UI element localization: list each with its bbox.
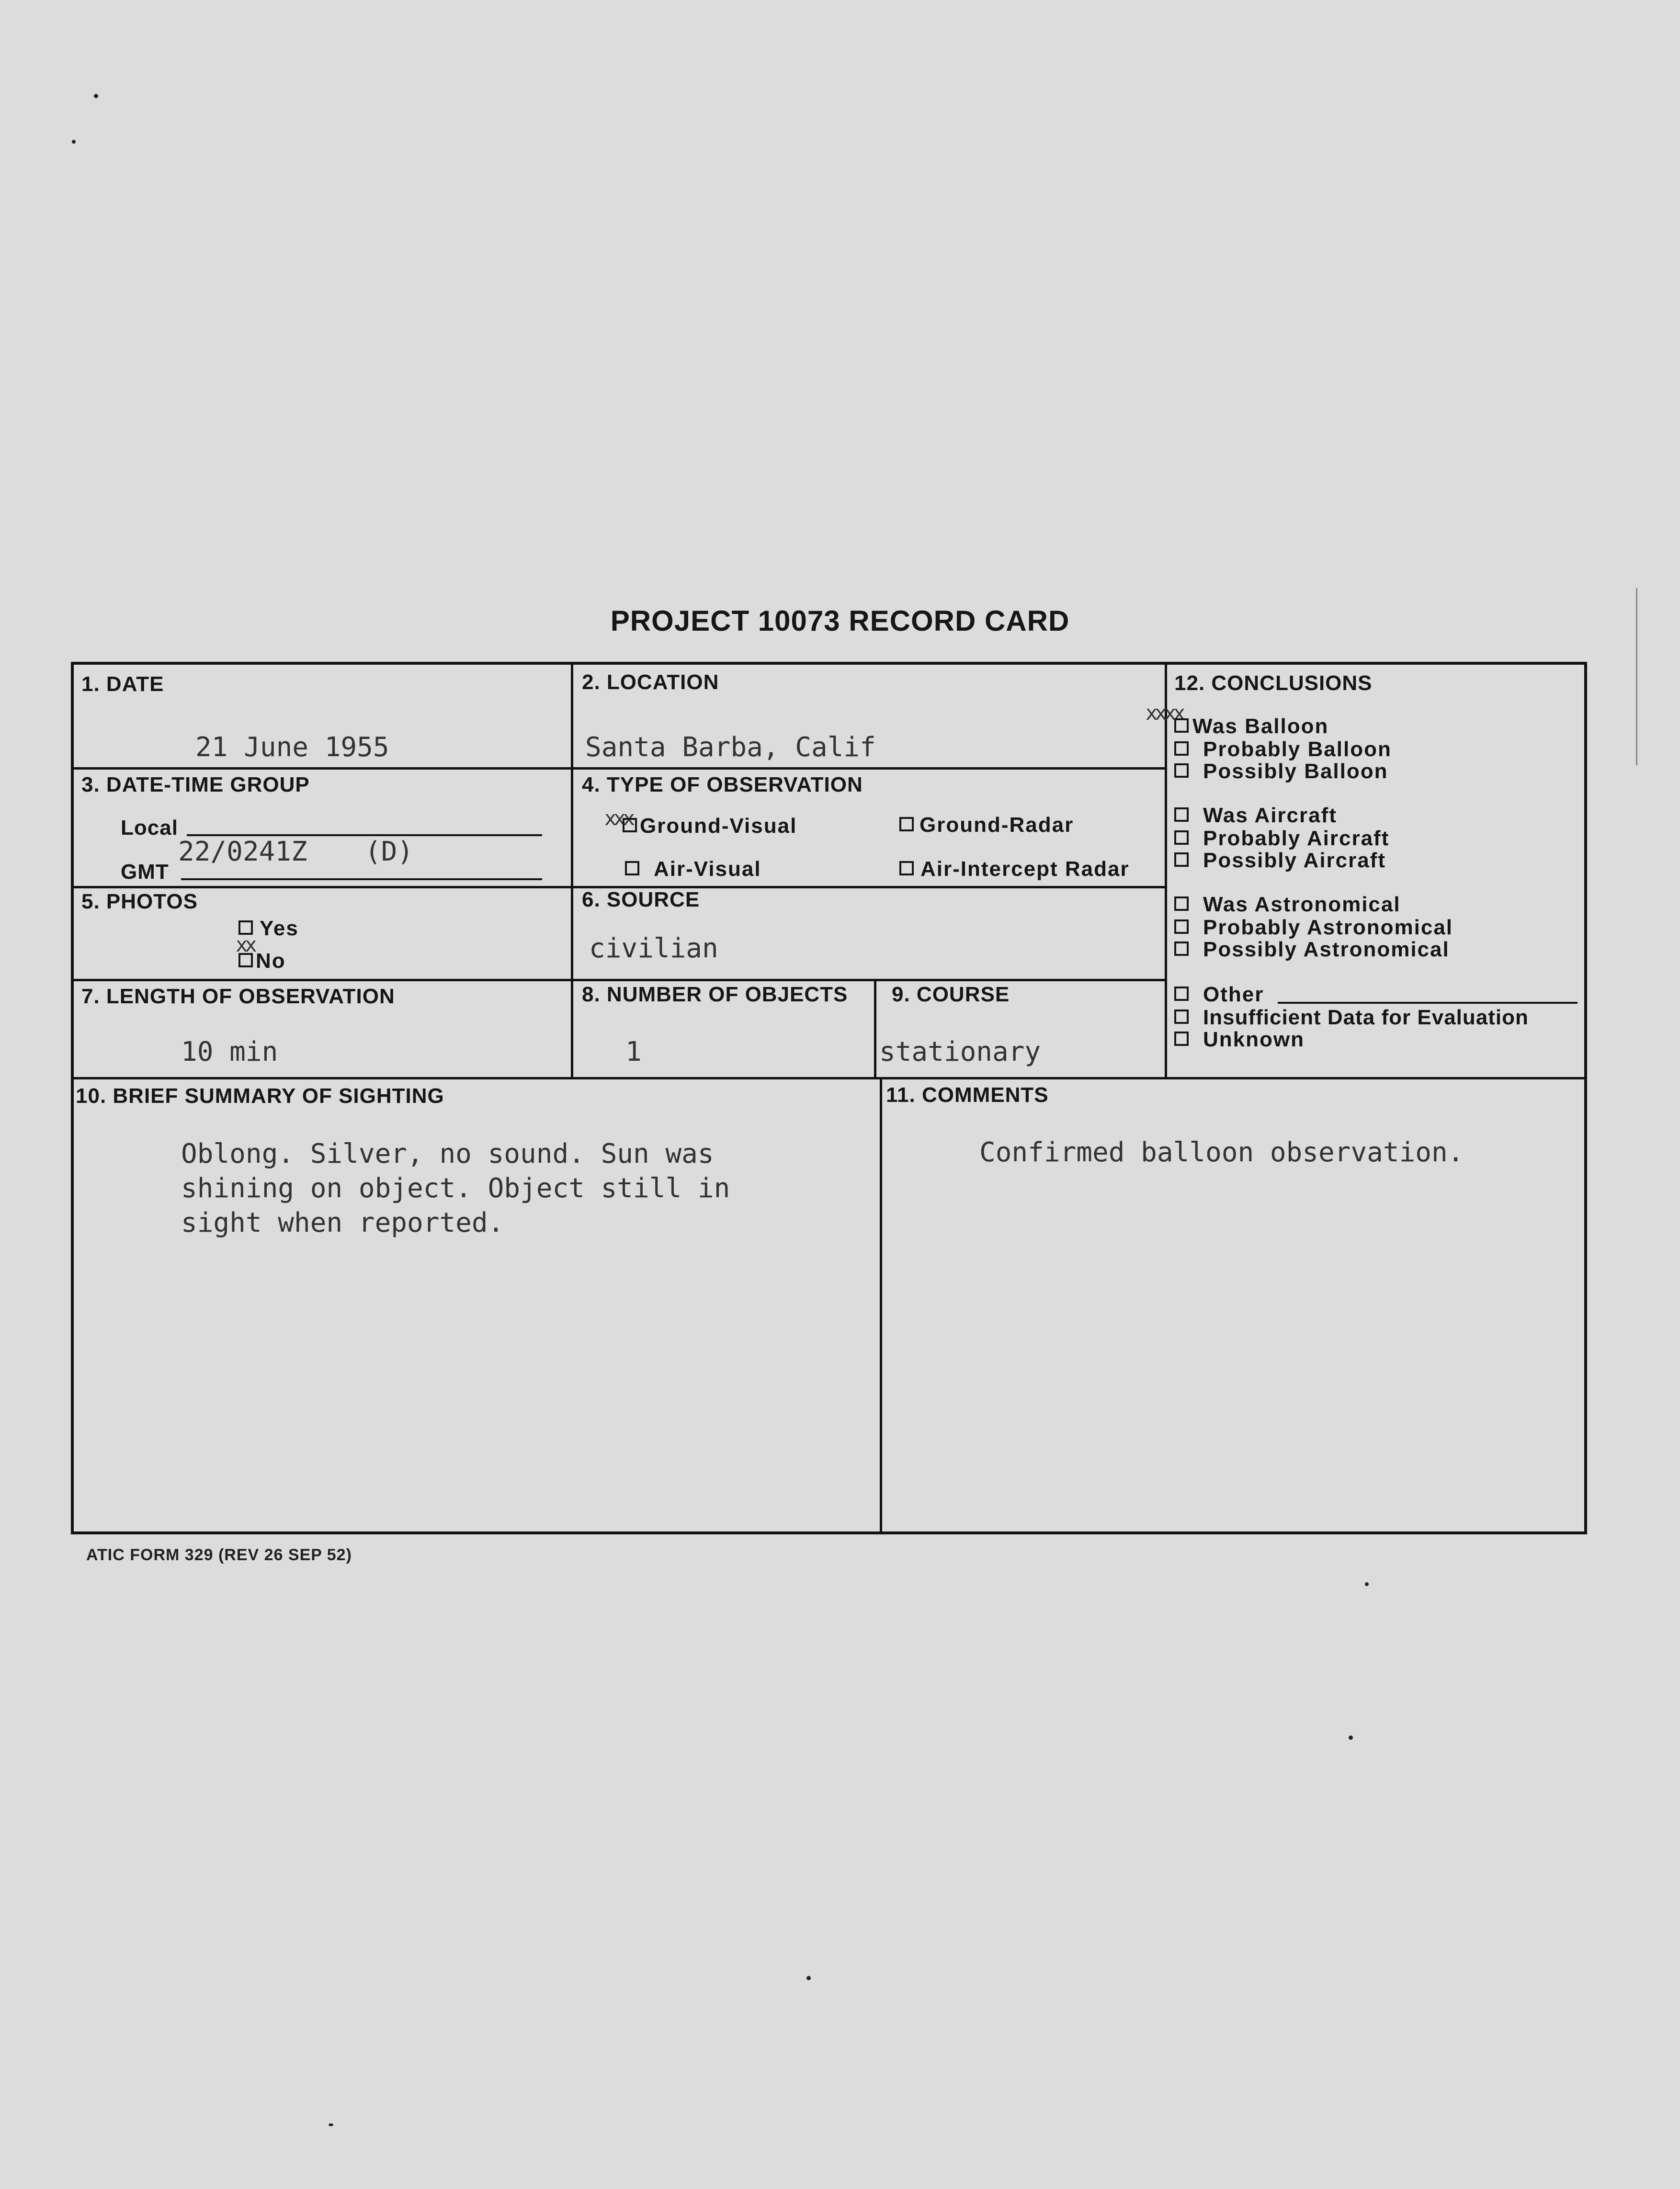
conclusion-was-astronomical-label: Was Astronomical bbox=[1203, 893, 1401, 916]
num-objects-label: 8. NUMBER OF OBJECTS bbox=[582, 983, 848, 1006]
conclusion-probably-aircraft[interactable] bbox=[1174, 827, 1389, 851]
conclusion-probably-balloon[interactable] bbox=[1174, 737, 1392, 761]
checkbox-icon bbox=[1174, 1032, 1189, 1046]
option-ground-visual[interactable] bbox=[623, 814, 797, 838]
option-ground-visual-label: Ground-Visual bbox=[640, 814, 797, 838]
checkbox-icon bbox=[1174, 896, 1189, 911]
checkbox-icon bbox=[899, 861, 914, 875]
course-label: 9. COURSE bbox=[892, 983, 1010, 1006]
checkbox-icon bbox=[1174, 852, 1189, 867]
checkbox-icon bbox=[1174, 941, 1189, 956]
checkbox-icon bbox=[625, 861, 639, 875]
date-label: 1. DATE bbox=[81, 672, 164, 696]
summary-label: 10. BRIEF SUMMARY OF SIGHTING bbox=[76, 1084, 444, 1108]
option-photos-no-label: No bbox=[256, 949, 286, 973]
option-ground-radar-label: Ground-Radar bbox=[919, 813, 1074, 837]
date-value: 21 June 1955 bbox=[195, 732, 389, 763]
checkbox-icon bbox=[1174, 919, 1189, 934]
conclusion-unknown-label: Unknown bbox=[1203, 1028, 1305, 1051]
divider-h4 bbox=[71, 1077, 1587, 1079]
conclusion-possibly-balloon-label: Possibly Balloon bbox=[1203, 760, 1388, 783]
date-time-note: (D) bbox=[365, 836, 414, 867]
conclusion-possibly-aircraft-label: Possibly Aircraft bbox=[1203, 849, 1386, 872]
checkbox-icon bbox=[1174, 807, 1189, 822]
option-air-visual[interactable] bbox=[625, 857, 761, 881]
was-balloon-mark: xxxx bbox=[1146, 701, 1183, 725]
conclusions-label: 12. CONCLUSIONS bbox=[1174, 671, 1373, 695]
conclusion-was-aircraft[interactable] bbox=[1174, 804, 1337, 828]
ground-visual-mark: xxx bbox=[604, 806, 632, 830]
option-photos-yes-label: Yes bbox=[260, 917, 299, 940]
photos-no-mark: xx bbox=[236, 933, 254, 956]
gmt-label: GMT bbox=[121, 860, 169, 884]
conclusion-insufficient-data[interactable] bbox=[1174, 1006, 1529, 1030]
local-label: Local bbox=[121, 816, 178, 839]
option-photos-no[interactable] bbox=[238, 949, 286, 973]
conclusion-possibly-aircraft[interactable] bbox=[1174, 849, 1386, 873]
scan-edge-mark bbox=[1636, 588, 1637, 765]
checkbox-icon bbox=[1174, 763, 1189, 778]
conclusion-unknown[interactable] bbox=[1174, 1028, 1305, 1052]
divider-v-summary bbox=[880, 1077, 882, 1532]
conclusion-was-astronomical[interactable] bbox=[1174, 893, 1401, 917]
conclusion-possibly-astronomical[interactable] bbox=[1174, 938, 1450, 962]
divider-v-course bbox=[874, 979, 876, 1077]
option-ground-radar[interactable] bbox=[899, 813, 1074, 837]
conclusion-insufficient-data-label: Insufficient Data for Evaluation bbox=[1203, 1006, 1529, 1029]
option-air-intercept-radar-label: Air-Intercept Radar bbox=[920, 857, 1130, 881]
conclusion-probably-astronomical[interactable] bbox=[1174, 916, 1453, 940]
conclusion-other-label: Other bbox=[1203, 983, 1264, 1006]
photos-label: 5. PHOTOS bbox=[81, 890, 198, 913]
num-objects-value: 1 bbox=[625, 1036, 642, 1067]
conclusion-was-aircraft-label: Was Aircraft bbox=[1203, 804, 1337, 827]
scan-speck bbox=[329, 2123, 333, 2126]
comments-label: 11. COMMENTS bbox=[886, 1083, 1049, 1107]
card-title: PROJECT 10073 RECORD CARD bbox=[610, 605, 1070, 637]
option-air-intercept-radar[interactable] bbox=[899, 857, 1130, 881]
location-value: Santa Barba, Calif bbox=[585, 732, 876, 763]
checkbox-icon bbox=[899, 817, 914, 831]
source-value: civilian bbox=[589, 933, 718, 964]
scan-speck bbox=[1365, 1582, 1369, 1586]
comments-text: Confirmed balloon observation. bbox=[979, 1137, 1464, 1168]
checkbox-icon bbox=[1174, 1009, 1189, 1024]
scan-speck bbox=[806, 1976, 811, 1980]
divider-h1 bbox=[71, 767, 1165, 770]
location-label: 2. LOCATION bbox=[582, 670, 719, 694]
checkbox-icon bbox=[238, 953, 253, 967]
scan-speck bbox=[1349, 1735, 1353, 1740]
form-number: ATIC FORM 329 (REV 26 SEP 52) bbox=[86, 1546, 352, 1564]
checkbox-icon bbox=[1174, 718, 1189, 733]
length-value: 10 min bbox=[181, 1036, 278, 1067]
conclusion-possibly-balloon[interactable] bbox=[1174, 760, 1388, 783]
type-of-observation-label: 4. TYPE OF OBSERVATION bbox=[582, 773, 863, 796]
checkbox-icon bbox=[623, 818, 637, 832]
date-time-group-label: 3. DATE-TIME GROUP bbox=[81, 773, 310, 796]
divider-v1 bbox=[571, 662, 573, 1077]
conclusion-probably-astronomical-label: Probably Astronomical bbox=[1203, 916, 1453, 939]
conclusion-was-balloon-label: Was Balloon bbox=[1192, 715, 1329, 738]
other-underline bbox=[1278, 1002, 1578, 1004]
scan-speck bbox=[94, 94, 98, 98]
conclusion-probably-aircraft-label: Probably Aircraft bbox=[1203, 827, 1390, 850]
length-label: 7. LENGTH OF OBSERVATION bbox=[81, 985, 395, 1008]
source-label: 6. SOURCE bbox=[582, 888, 700, 911]
conclusion-possibly-astronomical-label: Possibly Astronomical bbox=[1203, 938, 1450, 961]
conclusion-was-balloon[interactable] bbox=[1174, 715, 1328, 738]
option-air-visual-label: Air-Visual bbox=[654, 857, 761, 881]
checkbox-icon bbox=[1174, 741, 1189, 756]
scan-speck bbox=[72, 140, 76, 144]
checkbox-icon bbox=[1174, 830, 1189, 845]
course-value: stationary bbox=[879, 1036, 1041, 1067]
date-time-value: 22/0241Z bbox=[178, 836, 307, 867]
conclusion-other[interactable] bbox=[1174, 983, 1264, 1007]
summary-text: Oblong. Silver, no sound. Sun was shining on object. Object still in sight when reported. bbox=[181, 1138, 730, 1238]
conclusion-probably-balloon-label: Probably Balloon bbox=[1203, 737, 1392, 761]
checkbox-icon bbox=[1174, 987, 1189, 1001]
divider-h3 bbox=[71, 979, 1165, 981]
gmt-underline bbox=[181, 878, 542, 880]
